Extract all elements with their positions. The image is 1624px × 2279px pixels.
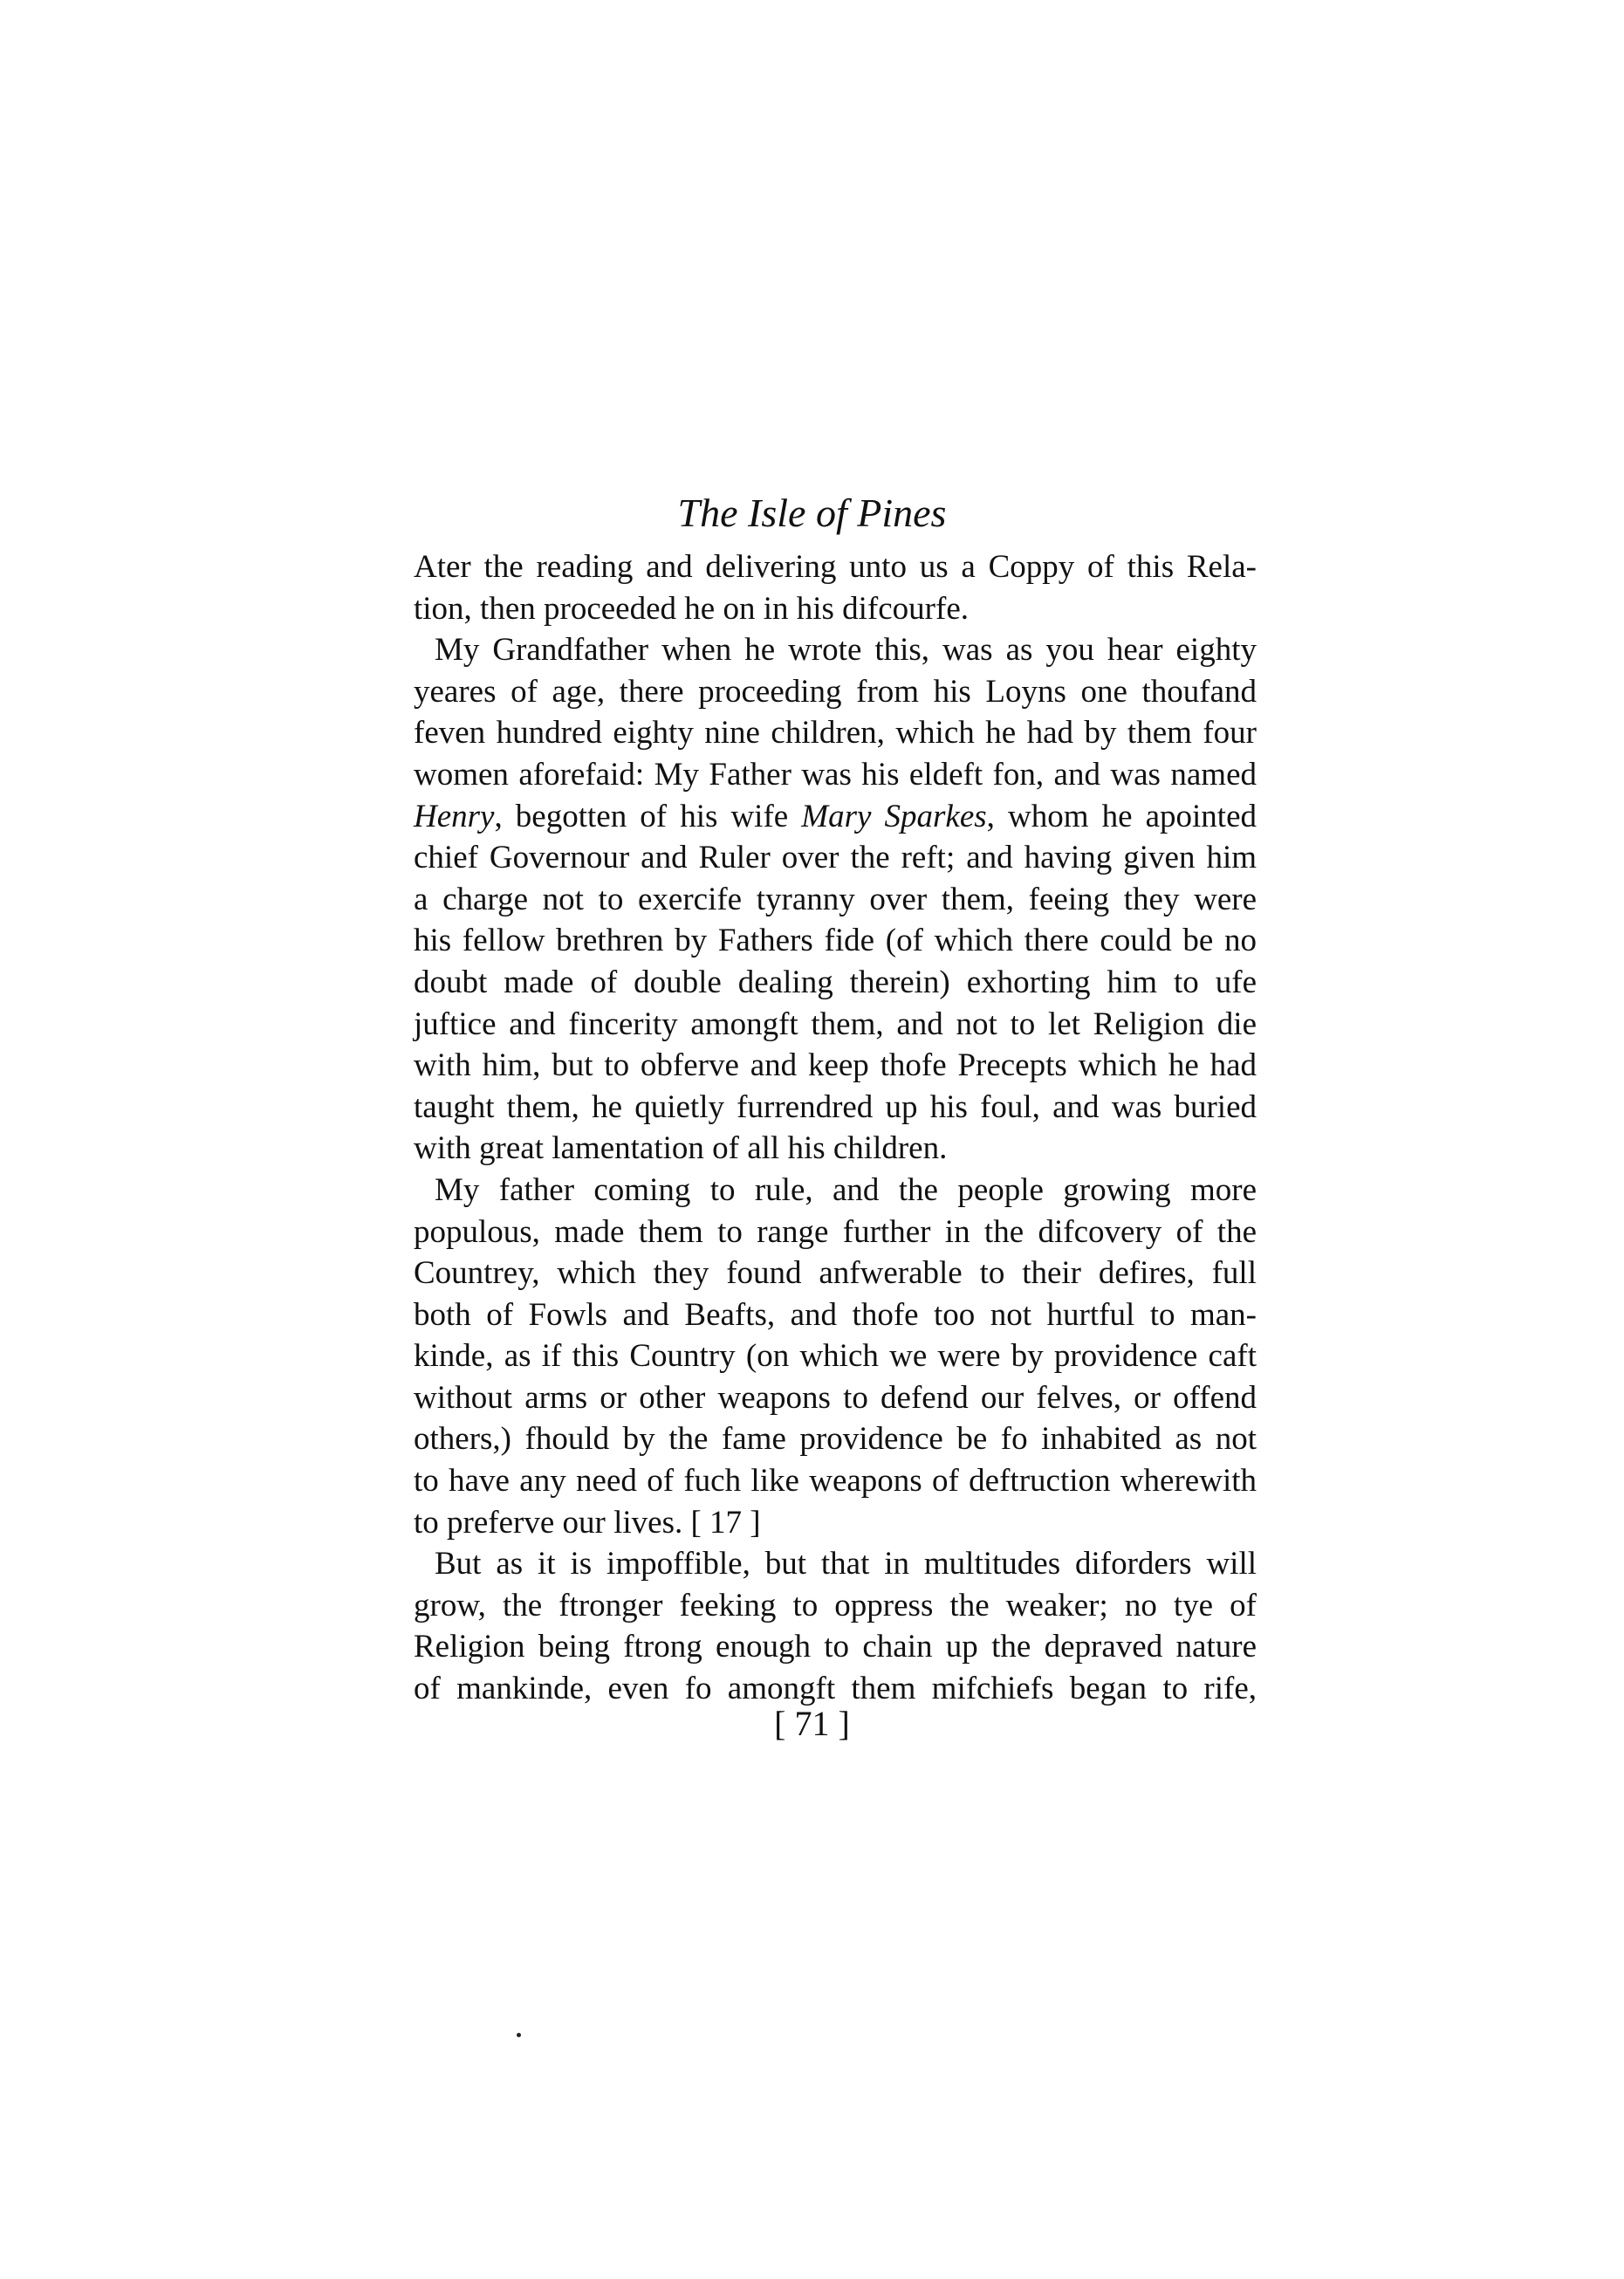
text-line [414, 962, 1257, 1004]
text-line [414, 1294, 1257, 1336]
text-segment: But as it is impoffible, but that in multitudes diforders will [435, 1546, 1257, 1582]
text-segment: Religion being ftrong enough to chain up the depraved nature [414, 1629, 1257, 1665]
text-segment: , begotten of his wife [494, 798, 802, 834]
text-segment: his fellow brethren by Fathers fide (of which there could be no [414, 923, 1257, 959]
text-segment: yeares of age, there proceeding from his Loyns one thoufand [414, 673, 1257, 710]
text-line [414, 837, 1257, 879]
text-line [414, 671, 1257, 713]
text-segment: a charge not to exercife tyranny over them, feeing they were [414, 881, 1257, 917]
text-segment: grow, the ftronger feeking to oppress the weaker; no tye of [414, 1587, 1257, 1623]
text-segment: Ater the reading and delivering unto us a Coppy of this Rela- [414, 549, 1257, 585]
running-title: The Isle of Pines [677, 491, 947, 535]
text-line [414, 1087, 1257, 1129]
text-line [414, 1585, 1257, 1627]
text-segment: tion, then proceeded he on in his difcourfe. [414, 590, 969, 627]
text-segment: to preferve our lives. [ 17 ] [414, 1504, 761, 1541]
text-line [414, 712, 1257, 754]
text-segment: with great lamentation of all his children. [414, 1130, 948, 1167]
text-line [414, 1626, 1257, 1668]
text-segment: chief Governour and Ruler over the reft; and having given him [414, 840, 1257, 876]
text-line [414, 1543, 1257, 1585]
text-line [414, 1004, 1257, 1046]
text-segment: of mankinde, even fo amongft them mifchiefs began to rife, [414, 1671, 1257, 1707]
italic-name: Mary Sparkes [801, 798, 987, 834]
text-segment: taught them, he quietly furrendred up his foul, and was buried [414, 1088, 1257, 1125]
italic-name: Henry [414, 798, 495, 834]
text-line [414, 1045, 1257, 1087]
text-line [414, 1460, 1257, 1502]
text-line [414, 629, 1257, 671]
text-line [414, 796, 1257, 838]
text-line [414, 879, 1257, 921]
text-line [414, 1212, 1257, 1253]
text-line [414, 588, 1257, 630]
stray-mark [517, 2033, 521, 2037]
text-segment: doubt made of double dealing therein) exhorting him to ufe [414, 964, 1257, 1000]
text-segment: , whom he apointed [986, 798, 1257, 834]
text-segment: with him, but to obferve and keep thofe Precepts which he had [414, 1047, 1257, 1084]
text-segment: feven hundred eighty nine children, which he had by them four [414, 715, 1257, 752]
text-segment: kinde, as if this Country (on which we were by providence caft [414, 1338, 1257, 1375]
text-line [414, 754, 1257, 796]
text-segment: both of Fowls and Beafts, and thofe too not hurtful to man- [414, 1296, 1257, 1333]
text-segment: Countrey, which they found anfwerable to their defires, full [414, 1255, 1257, 1292]
text-line [414, 1502, 1257, 1544]
text-segment: juftice and fincerity amongft them, and not to let Religion die [414, 1006, 1257, 1042]
text-line [414, 1170, 1257, 1212]
text-segment: to have any need of fuch like weapons of deftruction wherewith [414, 1463, 1257, 1500]
text-line [414, 546, 1257, 588]
text-line [414, 1128, 1257, 1170]
text-segment: My Grandfather when he wrote this, was as you hear eighty [435, 632, 1257, 669]
text-segment: without arms or other weapons to defend our felves, or offend [414, 1379, 1257, 1416]
text-segment: populous, made them to range further in the difcovery of the [414, 1213, 1257, 1250]
text-line [414, 1377, 1257, 1419]
text-line [414, 1253, 1257, 1294]
text-line [414, 1335, 1257, 1377]
text-line [414, 920, 1257, 962]
page-number: [ 71 ] [774, 1704, 850, 1743]
text-segment: My father coming to rule, and the people growing more [435, 1171, 1257, 1208]
text-segment: others,) fhould by the fame providence be fo inhabited as not [414, 1421, 1257, 1458]
text-segment: women aforefaid: My Father was his eldeft fon, and was named [414, 756, 1257, 793]
body-text [414, 546, 1257, 1710]
text-line [414, 1418, 1257, 1460]
